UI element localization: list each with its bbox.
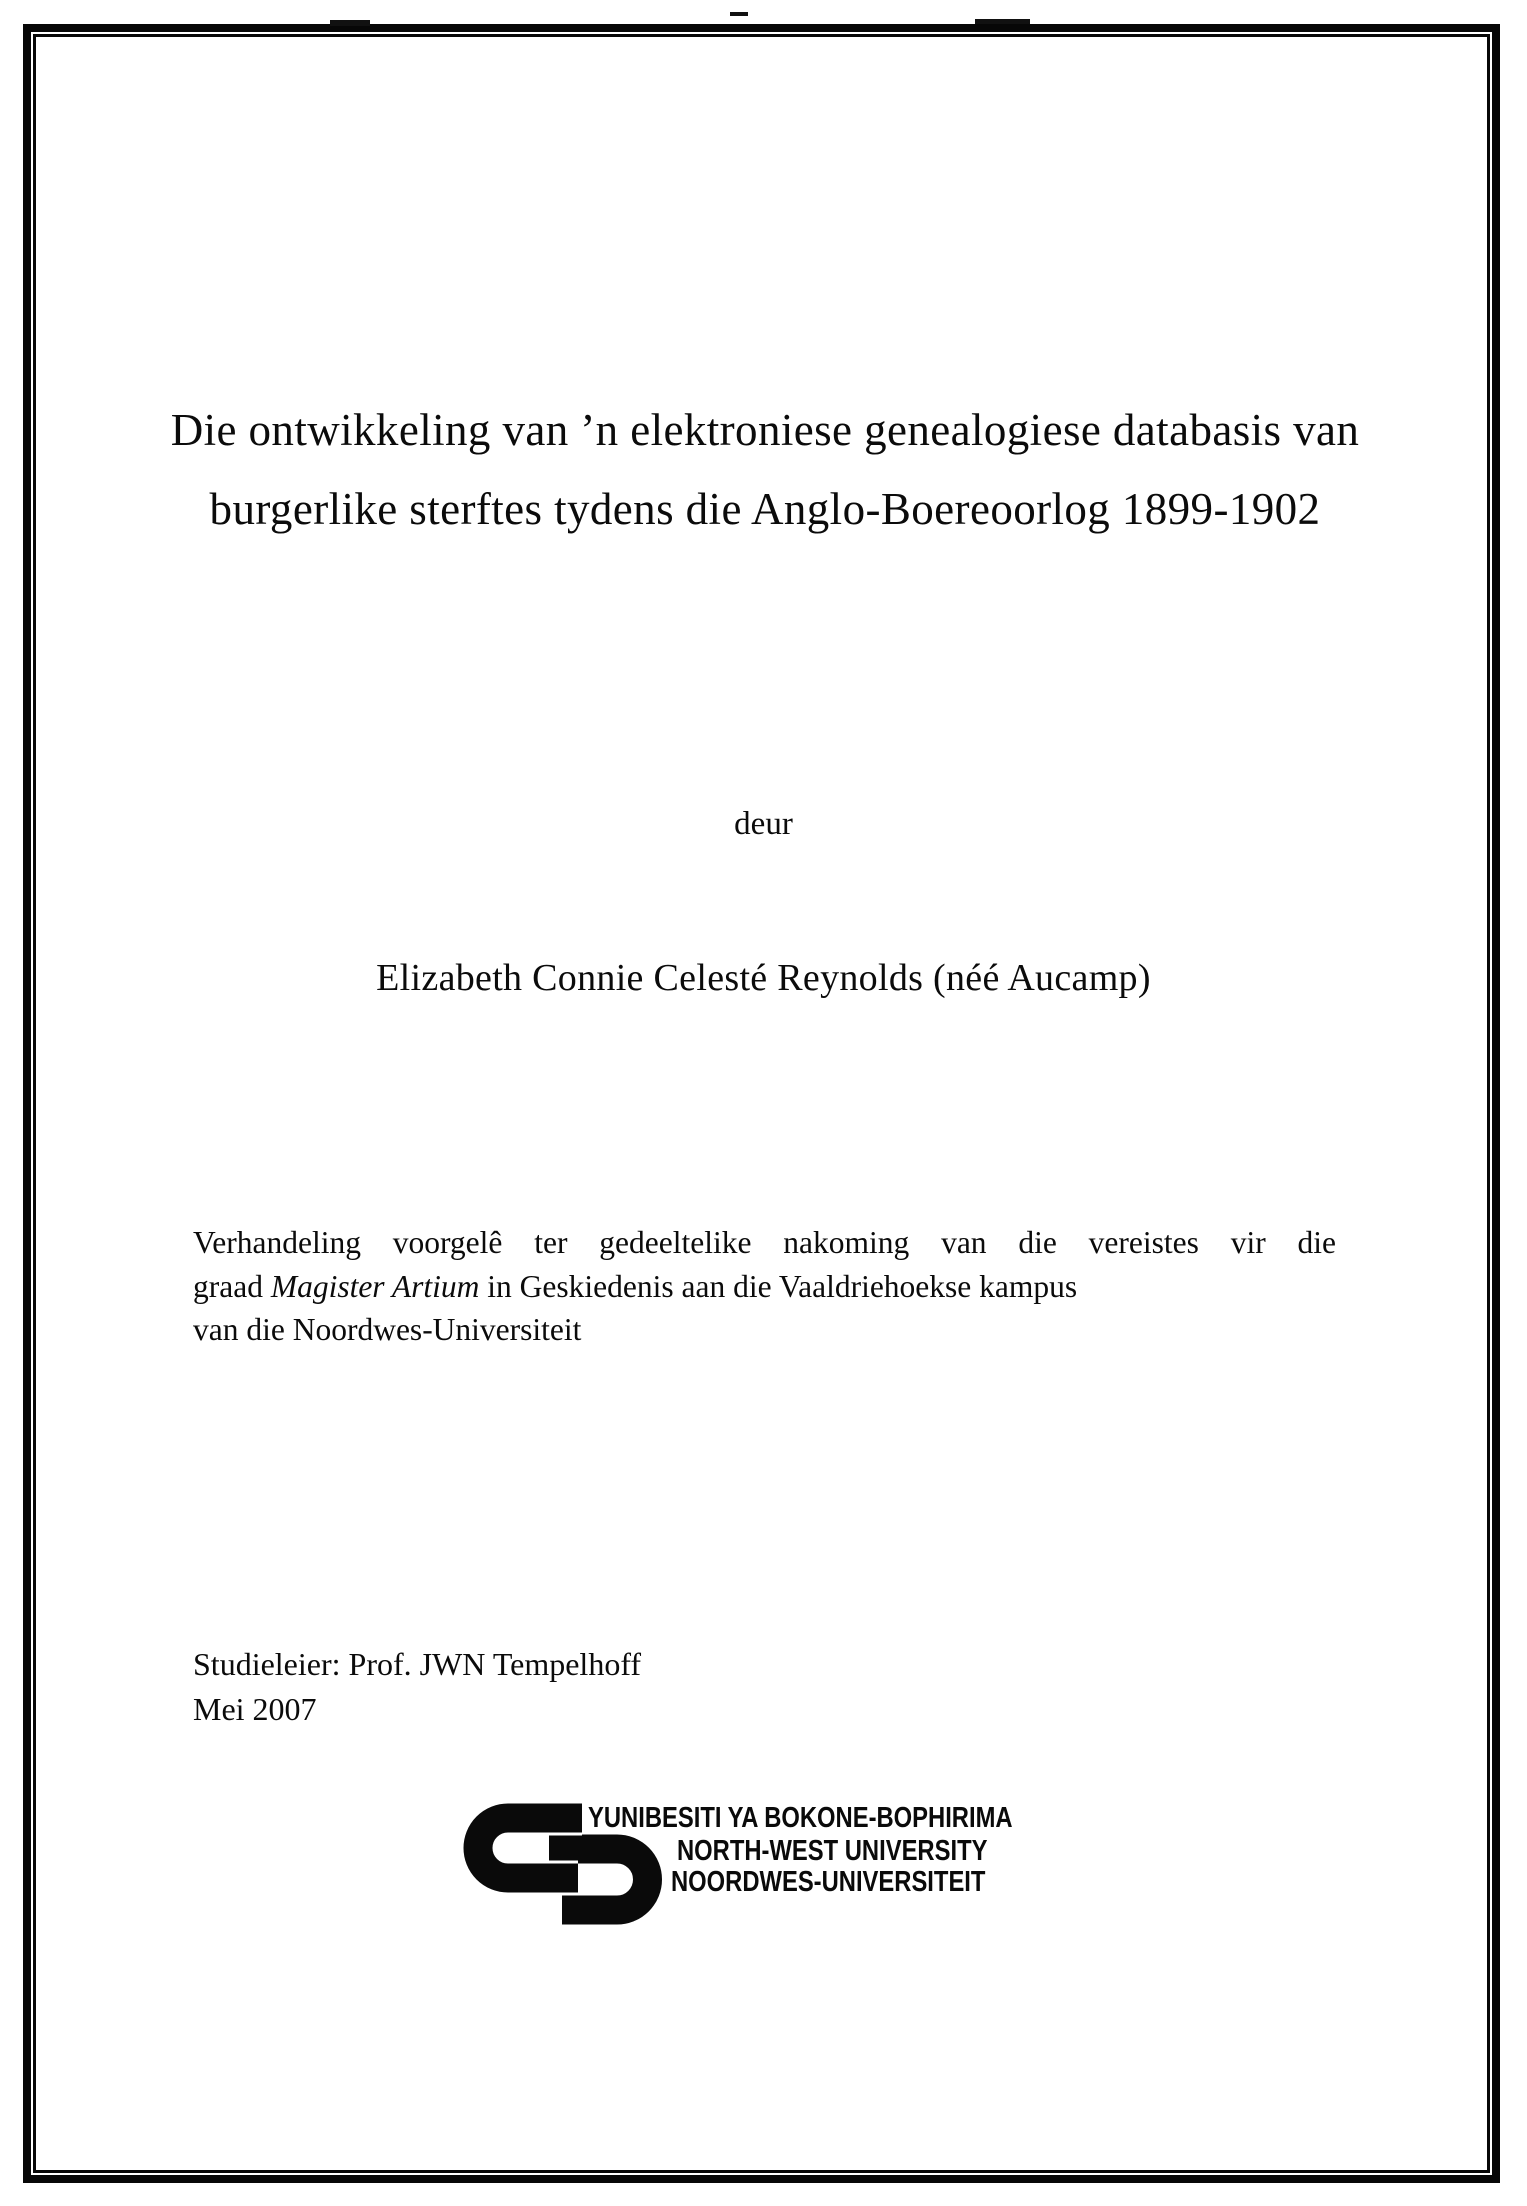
statement-line2-post: in Geskiedenis aan die Vaaldriehoekse kampus [479,1268,1078,1304]
supervisor-line: Studieleier: Prof. JWN Tempelhoff [193,1646,642,1682]
thesis-title-line2: burgerlike sterftes tydens die Anglo-Boereoorlog 1899-1902 [209,484,1321,534]
scan-artifact [975,19,1030,24]
page-border-inner [33,34,1490,2173]
submission-statement-line3: van die Noordwes-Universiteit [193,1312,582,1347]
thesis-title [95,391,1435,549]
logo-text-afrikaans: NOORDWES-UNIVERSITEIT [671,1866,986,1898]
submission-statement [193,1221,1336,1352]
thesis-title-line1: Die ontwikkeling van ’n elektroniese genealogiese databasis van [170,405,1360,455]
scan-artifact [330,20,370,26]
logo-text-setswana: YUNIBESITI YA BOKONE-BOPHIRIMA [588,1802,1013,1834]
date-line: Mei 2007 [193,1691,317,1727]
scan-artifact [730,12,748,16]
logo-text-english: NORTH-WEST UNIVERSITY [677,1835,988,1867]
supervisor-block [193,1642,641,1732]
submission-statement-line2 [193,1265,1336,1309]
degree-name: Magister Artium [270,1268,480,1304]
byline-label: deur [734,806,793,842]
statement-line2-pre: graad [193,1268,271,1304]
page-border-outer [23,24,1500,2183]
author-name: Elizabeth Connie Celesté Reynolds (néé Aucamp) [376,957,1151,999]
submission-statement-line1: Verhandeling voorgelê ter gedeeltelike nakoming van die vereistes vir die [193,1225,1336,1260]
